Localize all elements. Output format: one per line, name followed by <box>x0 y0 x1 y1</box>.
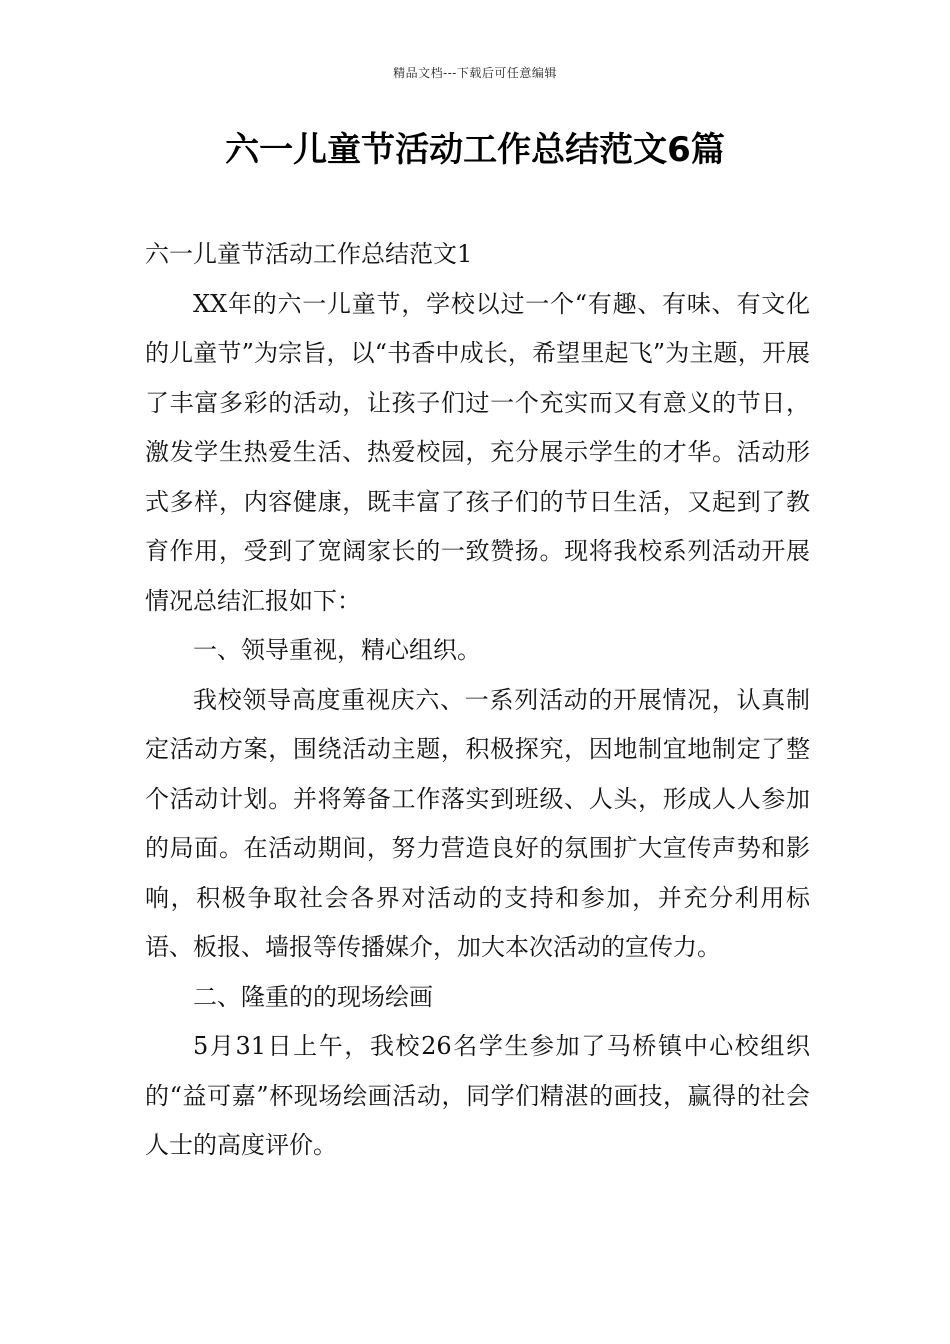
document-body <box>145 230 810 1171</box>
document-title: 六一儿童节活动工作总结范文6篇 <box>225 130 725 170</box>
subheading-leadership: 一、领导重视，精心组织。 <box>193 636 481 664</box>
subheading-painting: 二、隆重的的现场绘画 <box>193 982 433 1011</box>
paragraph-painting: 5月31日上午，我校26名学生参加了马桥镇中心校组织的“益可嘉”杯现场绘画活动，同学们精湛的画技，赢得的社会人士的高度评价。 <box>145 1032 810 1159</box>
section-heading: 六一儿童节活动工作总结范文1 <box>145 240 473 268</box>
paragraph-leadership: 我校领导高度重视庆六、一系列活动的开展情况，认真制定活动方案，围绕活动主题，积极探究，因地制宜地制定了整个活动计划。并将筹备工作落实到班级、人头，形成人人参加的局面。在活动期间，努力营造良好的氛围扩大宣传声势和影响，积极争取社会各界对活动的支持和参加，并充分利用标语、板报、墙报等传播媒介，加大本次活动的宣传力。 <box>145 685 810 961</box>
paragraph-intro: XX年的六一儿童节，学校以过一个“有趣、有味、有文化的儿童节”为宗旨，以“书香中成长，希望里起飞”为主题，开展了丰富多彩的活动，让孩子们过一个充实而又有意义的节日，激发学生热爱生活、热爱校园，充分展示学生的才华。活动形式多样，内容健康，既丰富了孩子们的节日生活，又起到了教育作用，受到了宽阔家长的一致赞扬。现将我校系列活动开展情况总结汇报如下： <box>145 289 810 615</box>
header-note: 精品文档---下载后可任意编辑 <box>393 66 557 80</box>
